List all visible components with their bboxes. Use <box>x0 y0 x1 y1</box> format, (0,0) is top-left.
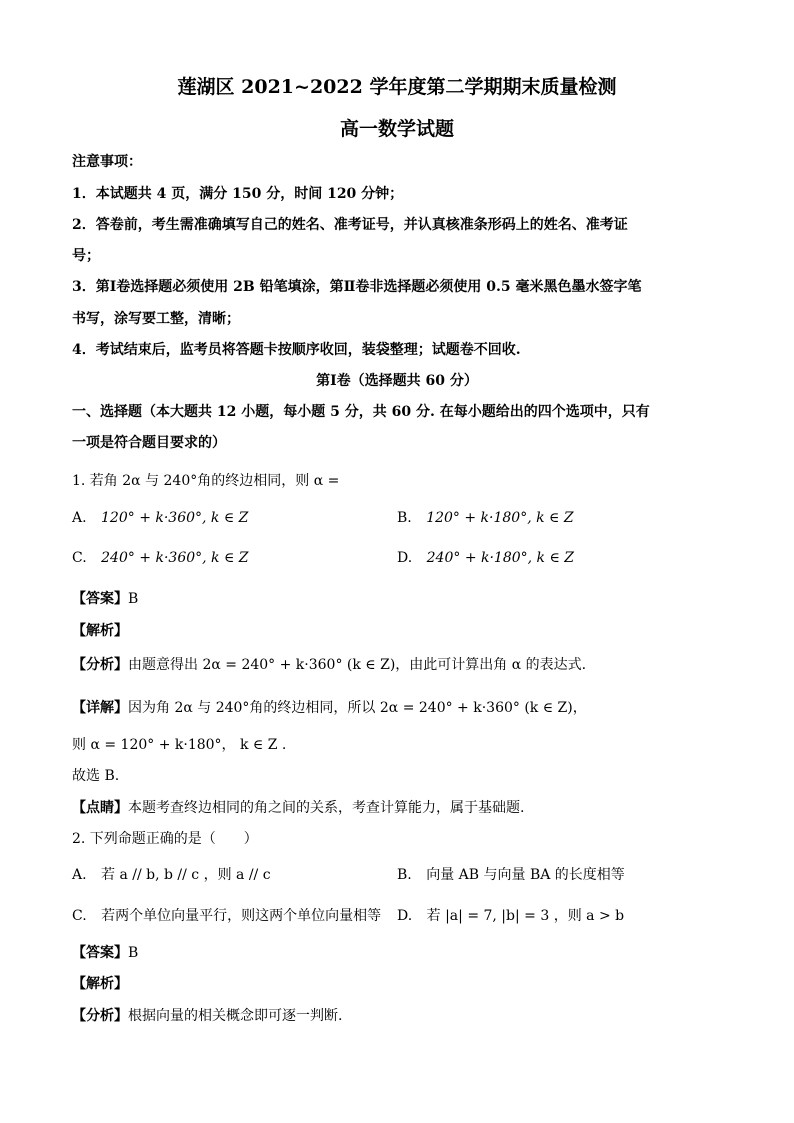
option-text: 120° + k·360°, k ∈ Z <box>101 510 249 526</box>
q1-option-b <box>397 510 574 526</box>
notice-item: 号； <box>72 248 100 264</box>
xiangjie-tag: 【详解】 <box>72 700 128 716</box>
answer-tag: 【答案】 <box>72 591 128 607</box>
xiangjie-text: 因为角 2α 与 240°角的终边相同，所以 2α = 240° + k·360° (k ∈ Z)， <box>128 700 587 716</box>
answer-value: B <box>128 945 139 961</box>
option-label: B. <box>397 867 412 883</box>
option-label: B. <box>397 510 412 526</box>
option-label: C. <box>72 908 87 924</box>
q2-answer <box>72 942 138 962</box>
analysis-tag: 【解析】 <box>72 623 128 639</box>
analysis-tag: 【解析】 <box>72 976 128 992</box>
q1-analysis-heading <box>72 620 128 640</box>
section-intro: 一、选择题（本大题共 12 小题，每小题 5 分，共 60 分. 在每小题给出的四个选项中，只有 <box>72 404 650 420</box>
option-label: C. <box>72 550 87 566</box>
q1-fenxi <box>72 654 586 674</box>
option-label: A. <box>72 867 87 883</box>
fenxi-text: 根据向量的相关概念即可逐一判断. <box>128 1008 343 1024</box>
notice-heading: 注意事项： <box>72 154 142 170</box>
q2-option-a <box>72 864 271 884</box>
exam-subtitle: 高一数学试题 <box>339 118 454 140</box>
notice-item: 3．第Ⅰ卷选择题必须使用 2B 铅笔填涂，第Ⅱ卷非选择题必须使用 0.5 毫米黑色墨水签字笔 <box>72 279 642 295</box>
answer-tag: 【答案】 <box>72 945 128 961</box>
q2-option-d <box>397 905 624 925</box>
q1-option-d <box>397 550 574 566</box>
option-label: A. <box>72 510 87 526</box>
q1-option-a <box>72 510 248 526</box>
option-text: 向量 AB 与向量 BA 的长度相等 <box>426 867 625 883</box>
answer-value: B <box>128 591 139 607</box>
notice-item: 4．考试结束后，监考员将答题卡按顺序收回，装袋整理；试题卷不回收. <box>72 342 521 358</box>
dianjing-tag: 【点睛】 <box>72 800 128 816</box>
q2-option-c <box>72 905 381 925</box>
q1-xiangjie <box>72 697 587 717</box>
option-text: 240° + k·360°, k ∈ Z <box>101 550 249 566</box>
notice-item: 2．答卷前，考生需准确填写自己的姓名、准考证号，并认真核准条形码上的姓名、准考证 <box>72 217 628 233</box>
q1-dianjing <box>72 797 524 817</box>
option-text: 若 |a| = 7, |b| = 3 ，则 a > b <box>426 908 625 924</box>
dianjing-text: 本题考查终边相同的角之间的关系，考查计算能力，属于基础题. <box>128 800 525 816</box>
section-heading: 第Ⅰ卷（选择题共 60 分） <box>316 373 478 389</box>
fenxi-text: 由题意得出 2α = 240° + k·360° (k ∈ Z)，由此可计算出角 α 的表达式. <box>128 657 587 673</box>
q2-stem: 2. 下列命题正确的是（ ） <box>72 831 258 847</box>
option-label: D. <box>397 908 413 924</box>
section-intro: 一项是符合题目要求的） <box>72 435 226 451</box>
notice-item: 书写，涂写要工整，清晰； <box>72 311 240 327</box>
option-label: D. <box>397 550 413 566</box>
option-text: 240° + k·180°, k ∈ Z <box>426 550 575 566</box>
option-text: 若 a // b, b // c ，则 a // c <box>101 867 271 883</box>
q1-answer <box>72 588 138 608</box>
q2-fenxi <box>72 1005 342 1025</box>
q1-then: 则 α = 120° + k·180°， k ∈ Z . <box>72 737 287 753</box>
option-text: 若两个单位向量平行，则这两个单位向量相等 <box>101 908 382 924</box>
fenxi-tag: 【分析】 <box>72 1008 128 1024</box>
q1-choose: 故选 B. <box>72 768 120 784</box>
q2-analysis-heading <box>72 973 128 993</box>
q1-option-c <box>72 550 249 566</box>
option-text: 120° + k·180°, k ∈ Z <box>426 510 574 526</box>
q1-stem: 1. 若角 2α 与 240°角的终边相同，则 α = <box>72 473 340 489</box>
q2-option-b <box>397 864 625 884</box>
exam-title: 莲湖区 2021~2022 学年度第二学期期末质量检测 <box>177 76 617 98</box>
notice-item: 1．本试题共 4 页，满分 150 分，时间 120 分钟； <box>72 186 404 202</box>
fenxi-tag: 【分析】 <box>72 657 128 673</box>
